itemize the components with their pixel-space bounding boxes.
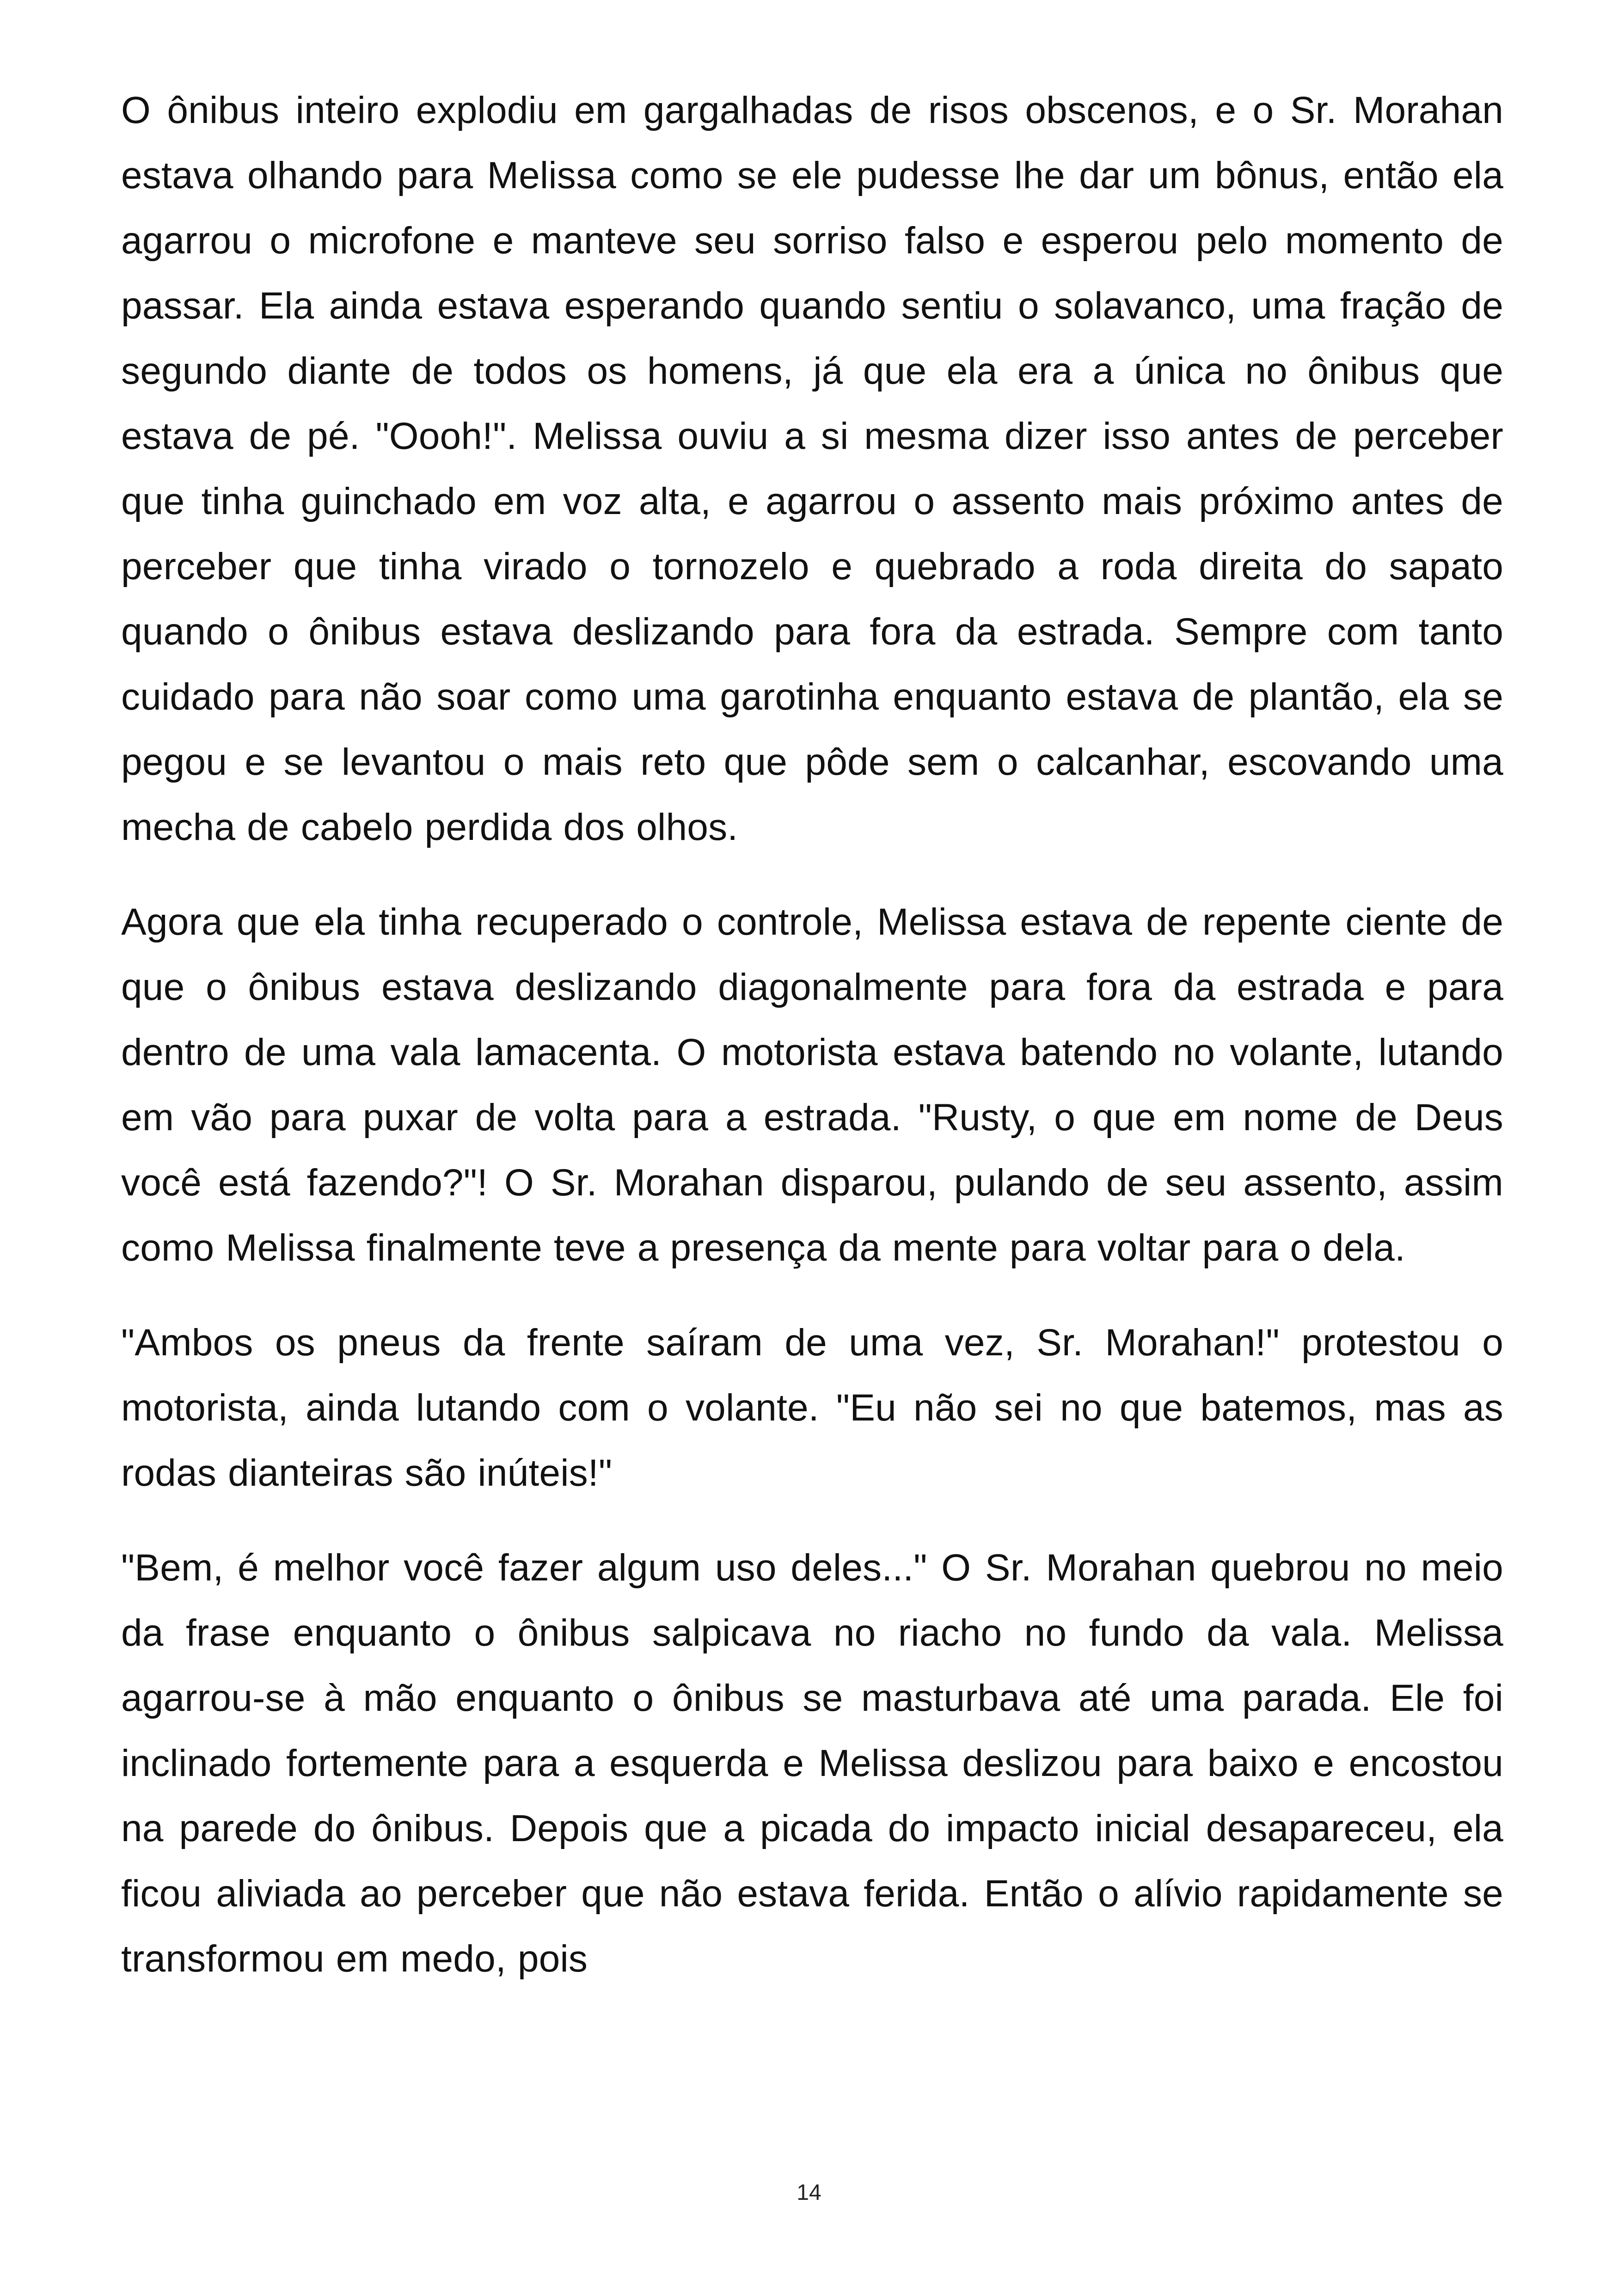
paragraph-1: O ônibus inteiro explodiu em gargalhadas de risos obscenos, e o Sr. Morahan estava olhando para Melissa como se ele pudesse lhe dar um bônus, então ela agarrou o microfone e manteve seu sorriso falso e esperou pelo momento de passar. Ela ainda estava esperando quando sentiu o solavanco, uma fração de segundo diante de todos os homens, já que ela era a única no ônibus que estava de pé. "Oooh!". Melissa ouviu a si mesma dizer isso antes de perceber que tinha guinchado em voz alta, e agarrou o assento mais próximo antes de perceber que tinha virado o tornozelo e quebrado a roda direita do sapato quando o ônibus estava deslizando para fora da estrada. Sempre com tanto cuidado para não soar como uma garotinha enquanto estava de plantão, ela se pegou e se levantou o mais reto que pôde sem o calcanhar, escovando uma mecha de cabelo perdida dos olhos. [121,89,1503,848]
body-text [121,78,1503,2021]
paragraph-3: "Ambos os pneus da frente saíram de uma vez, Sr. Morahan!" protestou o motorista, ainda lutando com o volante. "Eu não sei no que batemos, mas as rodas dianteiras são inúteis!" [121,1322,1503,1494]
paragraph-4: "Bem, é melhor você fazer algum uso deles..." O Sr. Morahan quebrou no meio da frase enquanto o ônibus salpicava no riacho no fundo da vala. Melissa agarrou-se à mão enquanto o ônibus se masturbava até uma parada. Ele foi inclinado fortemente para a esquerda e Melissa deslizou para baixo e encostou na parede do ônibus. Depois que a picada do impacto inicial desapareceu, ela ficou aliviada ao perceber que não estava ferida. Então o alívio rapidamente se transformou em medo, pois [121,1547,1503,1980]
paragraph-2: Agora que ela tinha recuperado o controle, Melissa estava de repente ciente de que o ônibus estava deslizando diagonalmente para fora da estrada e para dentro de uma vala lamacenta. O motorista estava batendo no volante, lutando em vão para puxar de volta para a estrada. "Rusty, o que em nome de Deus você está fazendo?"! O Sr. Morahan disparou, pulando de seu assento, assim como Melissa finalmente teve a presença da mente para voltar para o dela. [121,901,1503,1269]
page-number: 14 [797,2180,821,2205]
